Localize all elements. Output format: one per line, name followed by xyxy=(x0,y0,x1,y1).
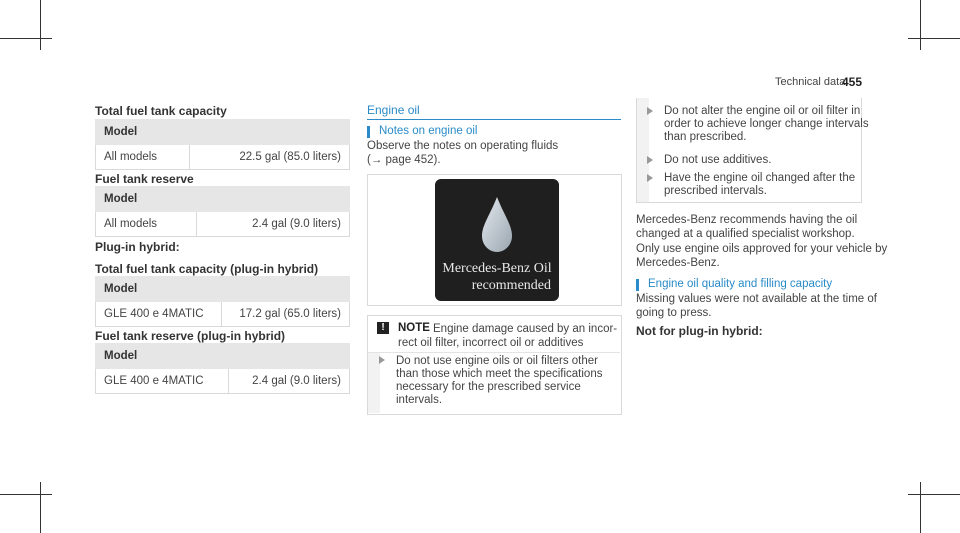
note-bullet-line: Have the engine oil changed after the xyxy=(664,172,856,184)
spec-table xyxy=(95,119,350,170)
section-title: Total fuel tank capacity xyxy=(95,104,227,118)
note-text: rect oil filter, incorrect oil or additives xyxy=(398,337,584,349)
note-bullet-line: Do not alter the engine oil or oil filter in xyxy=(664,105,861,117)
note-bullet-line: order to achieve longer change intervals xyxy=(664,118,869,130)
table-cell: 2.4 gal (9.0 liters) xyxy=(197,212,350,237)
crop-mark xyxy=(908,494,960,495)
spec-table xyxy=(95,276,350,327)
note-label: NOTE xyxy=(398,322,430,334)
note-bullet xyxy=(664,154,771,167)
table-cell: 2.4 gal (9.0 liters) xyxy=(229,369,350,394)
paragraph-line: Mercedes-Benz recommends having the oil xyxy=(636,214,858,226)
divider xyxy=(368,352,620,353)
subheading-bar xyxy=(367,126,370,138)
note-bullet-line: Do not use engine oils or oil filters other xyxy=(396,355,598,367)
crop-mark xyxy=(920,482,921,533)
note-bullet xyxy=(396,355,602,407)
section-title: Total fuel tank capacity (plug-in hybrid) xyxy=(95,262,319,276)
paragraph xyxy=(636,213,857,241)
paragraph xyxy=(636,292,877,320)
table-cell: 22.5 gal (85.0 liters) xyxy=(190,145,350,170)
bullet-arrow-icon xyxy=(647,107,653,115)
note-bullet xyxy=(664,172,855,198)
crop-mark xyxy=(920,0,921,50)
table-header: Model xyxy=(96,344,350,369)
table-header: Model xyxy=(96,120,350,145)
section-title: Fuel tank reserve (plug-in hybrid) xyxy=(95,329,286,343)
note-bullet-line: than prescribed. xyxy=(664,131,747,143)
crop-mark xyxy=(0,38,52,39)
paragraph-line: changed at a qualified specialist workshop. xyxy=(636,228,855,240)
paragraph xyxy=(636,242,887,270)
crop-mark xyxy=(0,494,52,495)
plugin-title: Plug-in hybrid: xyxy=(95,240,180,254)
subheading-bar xyxy=(636,279,639,291)
table-cell: GLE 400 e 4MATIC xyxy=(96,369,229,394)
logo-text: Mercedes-Benz Oil xyxy=(442,261,552,276)
note-bullet-line: necessary for the prescribed service xyxy=(396,381,581,393)
note-bullet xyxy=(664,105,869,144)
crop-mark xyxy=(40,0,41,50)
table-header: Model xyxy=(96,277,350,302)
spec-table xyxy=(95,343,350,394)
table-cell: All models xyxy=(96,212,197,237)
running-header: Technical data xyxy=(775,76,846,88)
section-title: Not for plug-in hybrid: xyxy=(636,324,763,338)
page-number: 455 xyxy=(842,75,863,89)
note-text: Engine damage caused by an incor- xyxy=(433,323,618,335)
paragraph-line: going to press. xyxy=(636,307,712,319)
note-bullet-line: than those which meet the specifications xyxy=(396,368,603,380)
spec-table xyxy=(95,186,350,237)
subheading: Engine oil quality and filling capacity xyxy=(648,278,833,290)
note-bullet-line: intervals. xyxy=(396,394,443,406)
table-header: Model xyxy=(96,187,350,212)
paragraph-line: Mercedes-Benz. xyxy=(636,257,720,269)
body-text: Observe the notes on operating fluids xyxy=(367,140,559,152)
paragraph-line: Only use engine oils approved for your vehicle by xyxy=(636,243,888,255)
paragraph-line: Missing values were not available at the time of xyxy=(636,293,877,305)
table-cell: All models xyxy=(96,145,190,170)
heading-rule xyxy=(367,119,621,120)
bullet-arrow-icon xyxy=(379,356,385,364)
page-link[interactable]: (→ page 452). xyxy=(367,154,441,166)
subheading: Notes on engine oil xyxy=(379,125,478,137)
crop-mark xyxy=(40,482,41,533)
section-heading: Engine oil xyxy=(367,103,420,117)
oil-logo xyxy=(435,179,559,301)
note-bullet-line: Do not use additives. xyxy=(664,154,772,166)
table-cell: GLE 400 e 4MATIC xyxy=(96,302,222,327)
table-cell: 17.2 gal (65.0 liters) xyxy=(221,302,349,327)
note-bullet-line: prescribed intervals. xyxy=(664,185,767,197)
crop-mark xyxy=(908,38,960,39)
bullet-arrow-icon xyxy=(647,156,653,164)
bullet-arrow-icon xyxy=(647,174,653,182)
section-title: Fuel tank reserve xyxy=(95,172,194,186)
warning-icon: ! xyxy=(377,322,389,334)
logo-text: recommended xyxy=(471,278,551,293)
